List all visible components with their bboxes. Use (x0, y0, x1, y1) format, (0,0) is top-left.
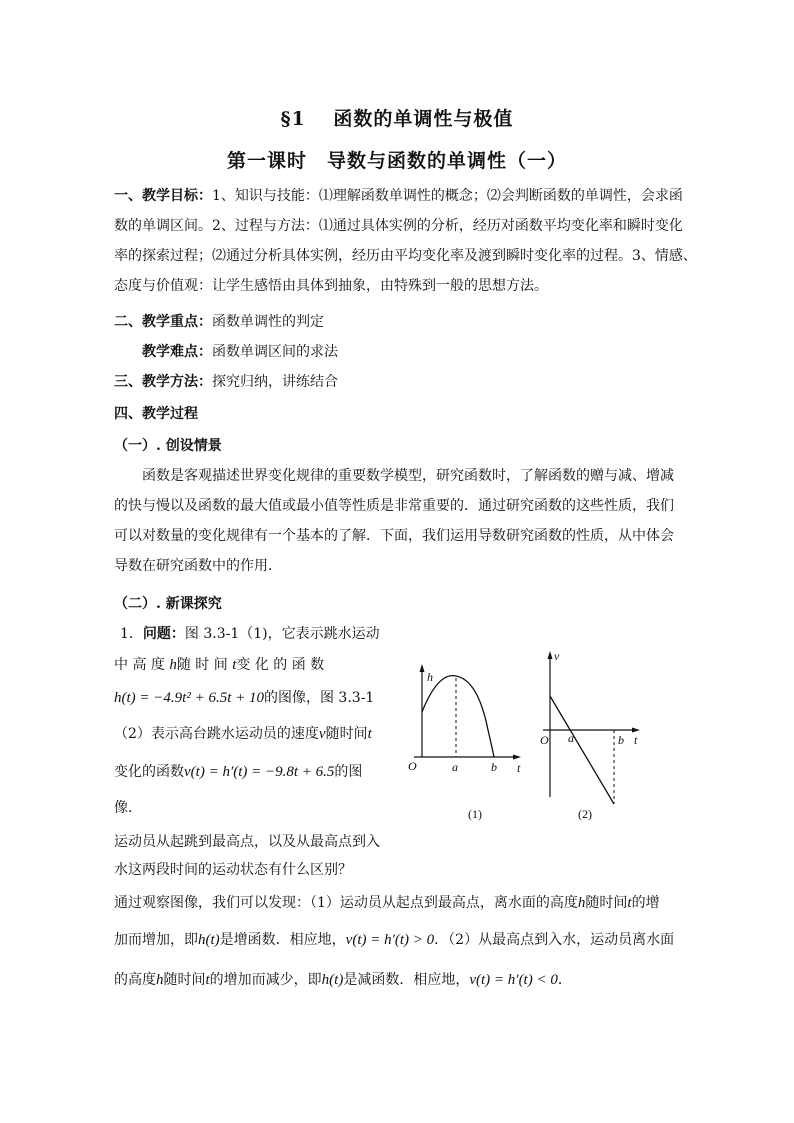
left-x-label: t (517, 761, 521, 775)
right-a-label: a (568, 731, 574, 745)
left-b-label: b (491, 760, 497, 774)
figure-right-velocity-graph (540, 649, 640, 821)
question-line-4: （2）表示高台跳水运动员的速度v随时间t (114, 726, 372, 742)
left-y-arrow-icon (420, 664, 425, 672)
lesson-subtitle: 第一课时 导数与函数的单调性（一） (226, 150, 567, 172)
figure-left-height-graph (408, 664, 521, 821)
objectives-line-4: 态度与价值观：让学生感悟由具体到抽象，由特殊到一般的思想方法。 (114, 278, 548, 294)
observation-line-2: 加而增加，即h(t)是增函数．相应地，v(t) = h′(t) > 0．（2）从最高点到入水，运动员离水面 (114, 932, 675, 948)
right-y-label: v (554, 649, 560, 663)
question-line-5: 变化的函数v(t) = h′(t) = −9.8t + 6.5的图 (114, 764, 363, 780)
method-line: 三、教学方法：探究归纳，讲练结合 (114, 374, 338, 390)
objectives-line-2: 数的单调区间。2、过程与方法：⑴通过具体实例的分析，经历对函数平均变化率和瞬时变化 (114, 218, 683, 234)
height-curve (422, 676, 494, 757)
section2-heading: （二）. 新课探究 (114, 596, 222, 612)
right-x-arrow-icon (632, 728, 640, 733)
question-line-2: 中 高 度 h随 时 间 t变 化 的 函 数 (114, 657, 325, 673)
left-x-arrow-icon (513, 755, 521, 760)
objectives-heading: 一、教学目标： (114, 188, 212, 204)
section1-line-2: 的快与慢以及函数的最大值或最小值等性质是非常重要的．通过研究函数的这些性质，我们 (114, 498, 674, 514)
question-line-6: 像． (114, 800, 142, 816)
left-origin-label: O (408, 759, 417, 773)
question-line-1: 1．问题：图 3.3-1（1)，它表示跳水运动 (120, 626, 380, 642)
difficulty-line: 教学难点：函数单调区间的求法 (142, 344, 338, 360)
figure-3-3-1 (400, 632, 660, 832)
section1-line-4: 导数在研究函数中的作用． (114, 558, 282, 574)
section1-heading: （一）. 创设情景 (114, 438, 222, 454)
left-a-label: a (452, 760, 458, 774)
observation-line-1: 通过观察图像，我们可以发现：（1）运动员从起点到最高点，离水面的高度h随时间t的增 (114, 895, 660, 911)
right-y-arrow-icon (548, 651, 553, 659)
observation-line-3: 的高度h随时间t的增加而减少，即h(t)是减函数．相应地，v(t) = h′(t) < 0． (114, 972, 572, 988)
left-y-label: h (427, 670, 433, 684)
objectives-line-1: 一、教学目标：1、知识与技能：⑴理解函数单调性的概念；⑵会判断函数的单调性，会求函 (114, 188, 683, 204)
height-formula: h(t) = −4.9t² + 6.5t + 10 (114, 690, 264, 706)
question-line-3: h(t) = −4.9t² + 6.5t + 10的图像，图 3.3-1 (114, 690, 375, 706)
page-title: §1 函数的单调性与极值 (280, 108, 514, 130)
left-caption: (1) (468, 807, 482, 821)
question-line-7: 运动员从起跳到最高点，以及从最高点到入 (114, 834, 380, 850)
right-x-label: t (634, 733, 638, 747)
right-caption: (2) (578, 807, 592, 821)
section1-line-1: 函数是客观描述世界变化规律的重要数学模型，研究函数时，了解函数的赠与减、增减 (142, 468, 674, 484)
question-line-8: 水这两段时间的运动状态有什么区别？ (114, 862, 352, 878)
right-b-label: b (618, 733, 624, 747)
key-point-line: 二、教学重点：函数单调性的判定 (114, 314, 324, 330)
objectives-line-3: 率的探索过程；⑵通过分析具体实例，经历由平均变化率及渡到瞬时变化率的过程。3、情感、 (114, 248, 697, 264)
section1-line-3: 可以对数量的变化规律有一个基本的了解．下面，我们运用导数研究函数的性质，从中体会 (114, 528, 674, 544)
process-heading: 四、教学过程 (114, 406, 198, 422)
velocity-formula: v(t) = h′(t) = −9.8t + 6.5 (184, 764, 335, 780)
right-origin-label: O (540, 733, 549, 747)
velocity-line (550, 696, 614, 804)
